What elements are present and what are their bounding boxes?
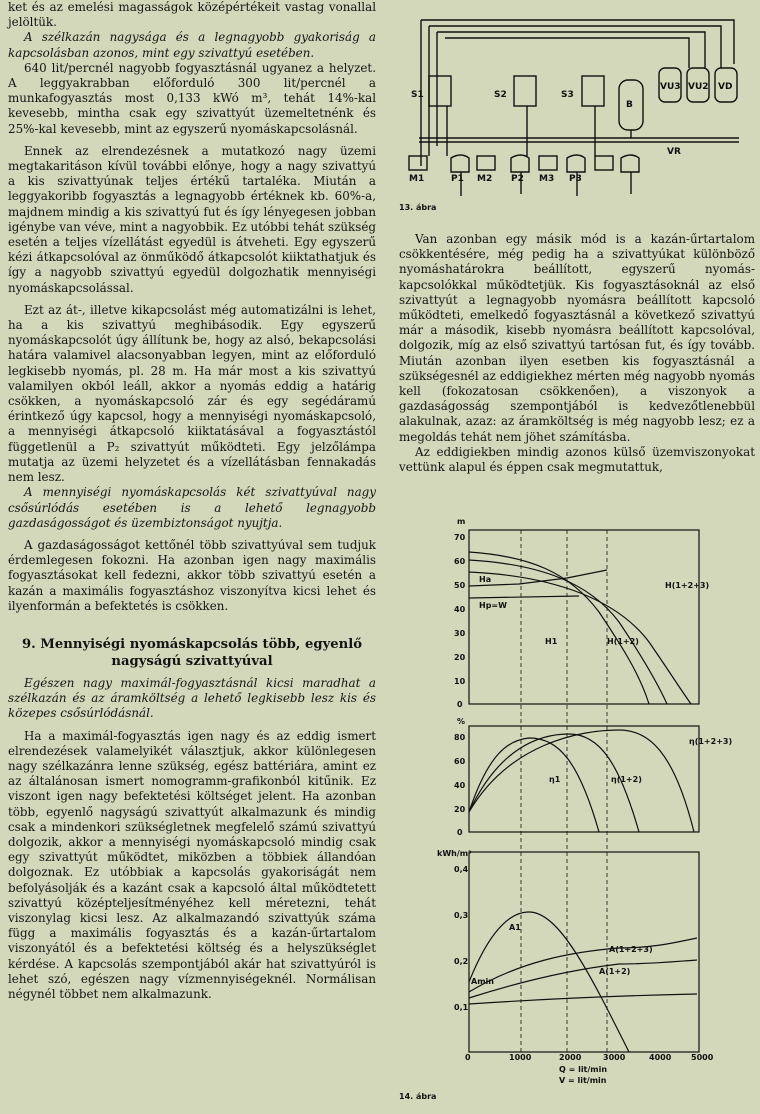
bottom-tick: 0,2 (454, 957, 469, 966)
mid-unit: % (457, 717, 466, 726)
label-VD: VD (718, 82, 733, 92)
label-M3: M3 (539, 174, 555, 184)
bottom-tick: 0,1 (454, 1003, 469, 1012)
label-VU3: VU3 (660, 82, 681, 92)
x-tick: 3000 (603, 1053, 626, 1062)
label-A12: A(1+2) (599, 967, 631, 976)
bottom-tick: 0,4 (454, 865, 469, 874)
x-tick: 0 (465, 1053, 471, 1062)
x-unit-q: Q = lit/min (559, 1065, 608, 1074)
label-Ha: Ha (479, 575, 492, 584)
label-Amin: Amin (471, 977, 494, 986)
label-P2: P2 (511, 174, 524, 184)
section-heading: 9. Mennyiségi nyomáskapcsolás több, egyenlő nagyságú szivattyúval (21, 636, 363, 669)
figure-13-caption: 13. ábra (399, 203, 437, 212)
top-tick: 0 (457, 700, 463, 709)
paragraph-italic: A mennyiségi nyomáskapcsolás két szivattyúval nagy csősúrlódás esetében is a lehető legnagyobb gazdaságosságot és üzembiztonságot nyujtja. (8, 485, 376, 530)
label-M1: M1 (409, 174, 425, 184)
mid-tick: 0 (457, 828, 463, 837)
mid-tick: 20 (454, 805, 466, 814)
figure-13-diagram (399, 6, 755, 198)
top-tick: 50 (454, 581, 466, 590)
paragraph: Van azonban egy másik mód is a kazán-űrtartalom csökkentésére, még pedig ha a szivattyúkat különböző nyomáshatárokra beállított, egyszerű nyomás-kapcsolókkal működtetjük. Kis fogyasztásoknál az első szivattyút a legnagyobb nyomásra beállított kapcsoló működteti, emelkedő fogyasztásnál a következő szivattyú már a második, kisebb nyomásra beállított kapcsolóval, dolgozik, míg az első szivattyú tartósan fut, és így tovább. Miután azonban ilyen esetben kis fogyasztásnál a szükségesnél az eddigiekhez mérten még nagyobb nyomás kell (fokozatosan csökkenően), a viszonyok a gazdaságosság szempontjából is kedvezőtlenebbül alakulnak, azaz: az áramköltség is még nagyobb lesz; ez a megoldás tehát nem jöhet számításba. (399, 232, 755, 444)
top-tick: 70 (454, 533, 466, 542)
paragraph-italic: Egészen nagy maximál-fogyasztásnál kicsi maradhat a szélkazán és az áramköltség a lehető legkisebb lesz kis és közepes csősúrlódásnál. (8, 675, 376, 721)
label-VR: VR (667, 147, 681, 157)
paragraph: Ezt az át-, illetve kikapcsolást még automatizálni is lehet, ha a kis szivattyú meghibásodik. Egy egyszerű nyomáskapcsolót úgy állítunk be, hogy az alsó, bekapcsolási határa valamivel alacsonyabban legyen, mint az előforduló legkisebb nyomás, pl. 28 m. Ha már most a kis szivattyú valamilyen okból leáll, akkor a nyomás eddig a határig csökken, a nyomáskapcsoló zár és egy segédáramú érintkező úgy kapcsol, hogy a mennyiségi nyomáskapcsoló, a mennyiségi átkapcsoló kiiktatásával a fogyasztástól függetlenül a P₂ szivattyút működteti. Egy jelzőlámpa mutatja az üzemi helyzetet és a vízellátásban fennakadás nem lesz. (8, 302, 376, 485)
label-S2: S2 (494, 90, 507, 100)
paragraph: Az eddigiekben mindig azonos külső üzemviszonyokat vettünk alapul és éppen csak megmutattuk, (399, 444, 755, 475)
right-column (399, 232, 755, 475)
figure-14-graph (399, 512, 755, 1092)
label-H12: H(1+2) (607, 637, 639, 646)
label-P3: P3 (569, 174, 582, 184)
label-A123: A(1+2+3) (609, 945, 653, 954)
label-P1: P1 (451, 174, 464, 184)
figure-14-caption: 14. ábra (399, 1092, 437, 1101)
left-column (8, 0, 376, 1002)
mid-tick: 60 (454, 757, 466, 766)
top-unit: m (457, 517, 466, 526)
top-tick: 20 (454, 653, 466, 662)
mid-tick: 80 (454, 733, 466, 742)
paragraph: Ennek az elrendezésnek a mutatkozó nagy üzemi megtakaritáson kívül további előnye, hogy a nagy szivattyú a kis szivattyúnak teljes értékű tartaléka. Miután a leggyakoribb fogyasztás a legnagyobb értéknek kb. 60%-a, majdnem mindig a kis szivattyú fut és így lényegesen jobban igénybe van véve, mint a nagyobbik. Ez utóbbi tehát szükség esetén a teljes vízellátást egyedül is átveheti. Egy egyszerű kézi átkapcsolóval az önműködő átkapcsolót kiiktathatjuk és így a nagyobb szivattyú egyedül dolgozhatik mennyiségi nyomáskapcsolással. (8, 143, 376, 295)
mid-tick: 40 (454, 781, 466, 790)
label-H123: H(1+2+3) (665, 581, 710, 590)
label-eta123: η(1+2+3) (689, 737, 733, 746)
paragraph: A gazdaságosságot kettőnél több szivattyúval sem tudjuk érdemlegesen fokozni. Ha azonban igen nagy maximális fogyasztásokat kell fedezni, akkor több szivattyú esetén a kazán a maximális fogyasztáshoz viszonyítva kicsi lehet és ilyenformán a befektetés is csökken. (8, 537, 376, 613)
label-H1: H1 (545, 637, 558, 646)
paragraph-italic: A szélkazán nagysága és a legnagyobb gyakoriság a kapcsolásban azonos, mint egy szivattyú esetében. (8, 30, 376, 60)
label-eta1: η1 (549, 775, 561, 784)
label-eta12: η(1+2) (611, 775, 642, 784)
x-tick: 1000 (509, 1053, 532, 1062)
x-tick: 4000 (649, 1053, 672, 1062)
top-tick: 60 (454, 557, 466, 566)
x-tick: 5000 (691, 1053, 714, 1062)
label-B: B (626, 100, 633, 110)
x-tick: 2000 (559, 1053, 582, 1062)
x-unit-v: V = lit/min (559, 1076, 607, 1085)
paragraph: 640 lit/percnél nagyobb fogyasztásnál ugyanez a helyzet. A leggyakrabban előforduló 300 lit/percnél a munkafogyasztás most 0,133 kWó m³, tehát 14%-kal kevesebb, mintha csak egy szivattyút üzemeltetnénk és 25%-kal kevesebb, mint az egyszerű nyomáskapcsolásnál. (8, 60, 376, 136)
figure-14 (399, 512, 755, 1092)
paragraph: ket és az emelési magasságok középértékeit vastag vonallal jelöltük. (8, 0, 376, 30)
label-S3: S3 (561, 90, 574, 100)
paragraph: Ha a maximál-fogyasztás igen nagy és az eddig ismert elrendezések valamelyikét választjuk, akkor különlegesen nagy szélkazánra lenne szükség, egész battériára, amint ez az általánosan ismert nomogramm-grafikonból kitűnik. Ez viszont igen nagy befektetési költséget jelent. Ha azonban több, egyenlő nagyságú szivattyút alkalmazunk és mindig csak a mindenkori szükségletnek megfelelő számú szivattyú dolgozik, akkor a mennyiségi nyomáskapcsoló mindig csak egy szivattyút működtet, miközben a többiek állandóan dolgoznak. Ez utóbbiak a kapcsolás gyakoriságát nem befolyásolják és a kazánt csak a kapcsoló által működtetett szivattyú középteljesítményéhez kell méretezni, tehát viszonylag kicsi lesz. Az alkalmazandó szivattyúk száma függ a maximális fogyasztás és a kazán-űrtartalom viszonyától és a befektetési költség és a helyszükséglet kérdése. A kapcsolás szempontjából akár hat szivattyúról is lehet szó, egészen nagy vízmennyiségeknél. Normálisan négynél többet nem alkalmazunk. (8, 728, 376, 1001)
label-VU2: VU2 (688, 82, 709, 92)
figure-13 (399, 6, 755, 198)
bottom-tick: 0,3 (454, 911, 469, 920)
bottom-unit: kWh/m³ (437, 849, 472, 858)
top-tick: 10 (454, 677, 466, 686)
label-M2: M2 (477, 174, 493, 184)
label-S1: S1 (411, 90, 424, 100)
top-tick: 30 (454, 629, 466, 638)
label-A1: A1 (509, 923, 521, 932)
top-tick: 40 (454, 605, 466, 614)
label-Hp: Hp=W (479, 601, 507, 610)
